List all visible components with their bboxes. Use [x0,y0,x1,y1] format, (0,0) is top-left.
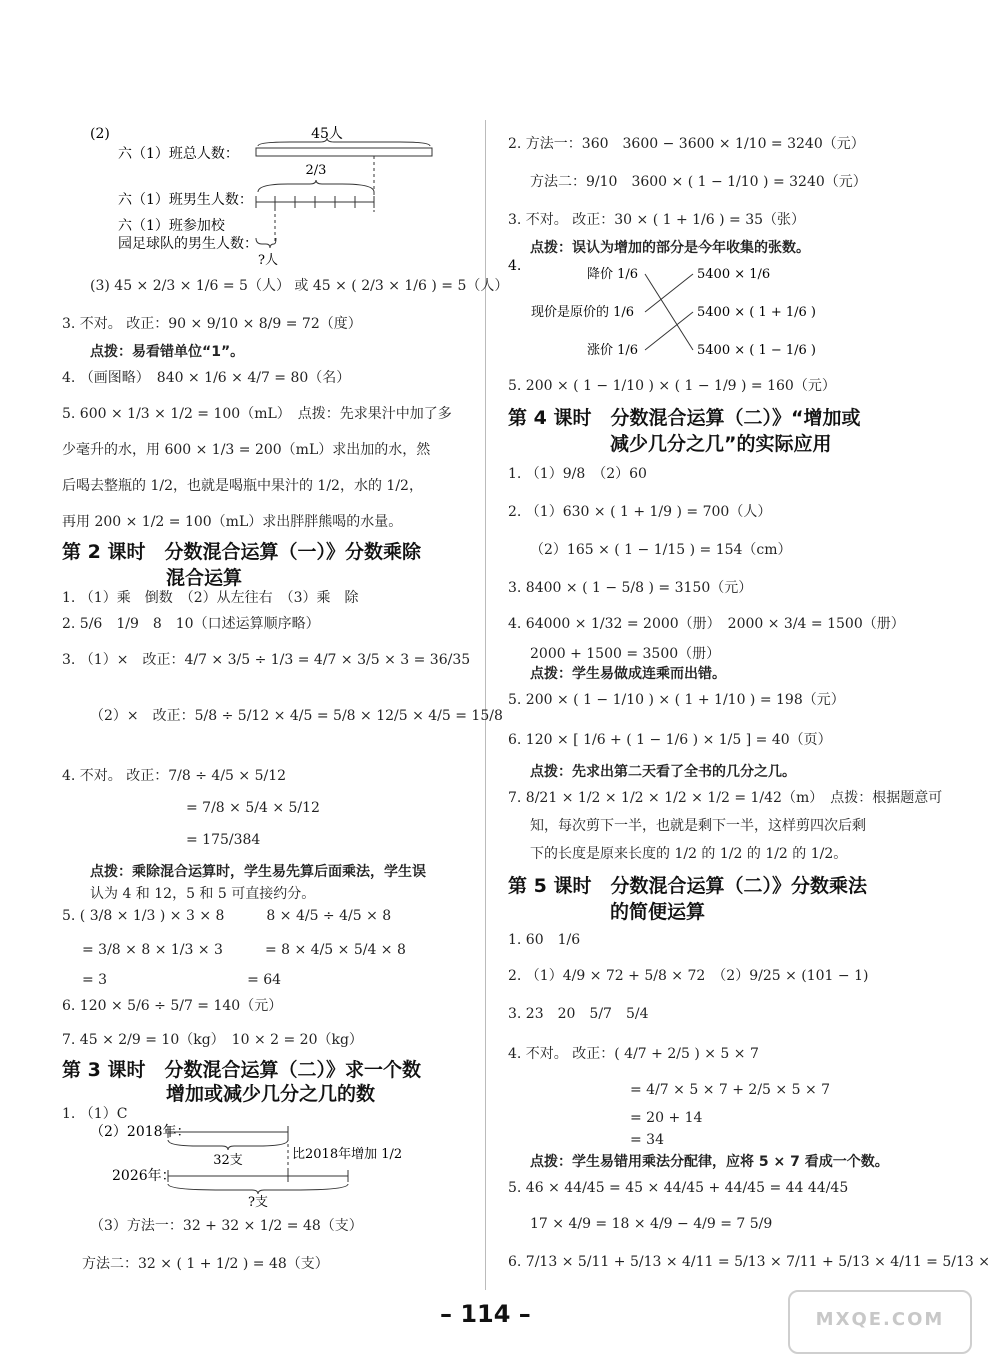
matching-diagram [505,256,816,366]
answer-line: = 34 [630,1132,664,1148]
answer-line: 5. 46 × 44/45 = 45 × 44/45 + 44/45 = 44 44/45 [508,1180,849,1196]
match-right-3: 5400 × ( 1 − 1/6 ) [697,343,816,358]
hint-line: 点拨：易看错单位“1”。 [90,344,245,360]
diagram-2026-label: 2026年： [112,1168,176,1184]
diagram-label: (2) [90,126,110,142]
answer-line: 2. （1）4/9 × 72 + 5/8 × 72 （2）9/25 × (101 − 1) [508,968,869,984]
book-count-diagram [82,1120,412,1210]
answer-line: 2000 + 1500 = 3500（册） [530,646,721,662]
answer-line: = 7/8 × 5/4 × 5/12 [186,800,320,816]
answer-line: 5. ( 3/8 × 1/3 ) × 3 × 8 8 × 4/5 ÷ 4/5 × 8 [62,908,392,924]
answer-line: 2. 方法一：360 3600 − 3600 × 1/10 = 3240（元） [508,136,865,152]
match-left-now: 现价是原价的 1/6 [531,305,635,320]
answer-line: 5. 200 × ( 1 − 1/10 ) × ( 1 − 1/9 ) = 160（元） [508,378,836,394]
match-right-2: 5400 × ( 1 + 1/6 ) [697,305,816,320]
answer-line: 6. 120 × [ 1/6 + ( 1 − 1/6 ) × 1/5 ] = 40（页） [508,732,832,748]
answer-line: 2. （1）630 × ( 1 + 1/9 ) = 700（人） [508,504,772,520]
diagram-team-label-2: 园足球队的男生人数： [118,236,258,252]
diagram-total-label: 六（1）班总人数： [118,146,239,162]
match-left-decrease: 降价 1/6 [587,267,639,282]
diagram-increase-label: 比2018年增加 1/2 [292,1147,403,1162]
page-number: – 114 – [440,1300,531,1328]
answer-line: 7. 8/21 × 1/2 × 1/2 × 1/2 × 1/2 = 1/42（m） 点拨：根据题意可 [508,790,943,806]
hint-line: 点拨：误认为增加的部分是今年收集的张数。 [530,240,810,256]
answer-line: 少毫升的水，用 600 × 1/3 = 200（mL）求出加的水，然 [62,442,431,458]
class-size-diagram [80,122,480,272]
answer-line: （3）方法一：32 + 32 × 1/2 = 48（支） [90,1218,363,1234]
answer-line: 后喝去整瓶的 1/2，也就是喝瓶中果汁的 1/2，水的 1/2， [62,478,423,494]
answer-line: 4. （画图略） 840 × 1/6 × 4/7 = 80（名） [62,370,351,386]
diagram-2018-label: （2）2018年： [90,1124,191,1140]
answer-line: 6. 120 × 5/6 ÷ 5/7 = 140（元） [62,998,283,1014]
answer-line: 5. 200 × ( 1 − 1/10 ) × ( 1 + 1/10 ) = 198（元） [508,692,845,708]
hint-line: 点拨：学生易做成连乘而出错。 [530,666,726,682]
answer-line: （2）× 改正：5/8 ÷ 5/12 × 4/5 = 5/8 × 12/5 × 4/5 = 15/8 [90,708,503,724]
answer-line: 4. 不对。 改正：7/8 ÷ 4/5 × 5/12 [62,768,287,784]
answer-line: 再用 200 × 1/2 = 100（mL）求出胖胖熊喝的水量。 [62,514,403,530]
answer-line: 1. （1）9/8 （2）60 [508,466,647,482]
hint-line: 点拨：学生易错用乘法分配律，应将 5 × 7 看成一个数。 [530,1154,889,1170]
answer-line: 下的长度是原来长度的 1/2 的 1/2 的 1/2 的 1/2。 [530,846,848,862]
answer-line: = 3/8 × 8 × 1/3 × 3 = 8 × 4/5 × 5/4 × 8 [82,942,406,958]
hint-line: 点拨：先求出第二天看了全书的几分之几。 [530,764,796,780]
answer-line: 3. （1）× 改正：4/7 × 3/5 ÷ 1/3 = 4/7 × 3/5 × 3 = 36/35 [62,652,471,668]
diagram-team-label-1: 六（1）班参加校 [118,218,225,234]
answer-line: 方法二：32 × ( 1 + 1/2 ) = 48（支） [82,1256,329,1272]
hint-line: 点拨：乘除混合运算时，学生易先算后面乘法，学生误 [90,864,426,880]
matching-number: 4. [508,258,522,274]
lesson3-title-cont: 增加或减少几分之几的数 [166,1083,376,1105]
lesson4-title: 第 4 课时 分数混合运算（二）》“增加或 [508,407,861,429]
answer-line: 17 × 4/9 = 18 × 4/9 − 4/9 = 7 5/9 [530,1216,773,1232]
match-left-increase: 涨价 1/6 [587,343,639,358]
answer-line: 5. 600 × 1/3 × 1/2 = 100（mL） 点拨：先求果汁中加了多 [62,406,452,422]
answer-line: 方法二：9/10 3600 × ( 1 − 1/10 ) = 3240（元） [530,174,867,190]
answer-line: 认为 4 和 12，5 和 5 可直接约分。 [90,886,316,902]
match-right-1: 5400 × 1/6 [697,267,771,282]
diagram-fraction: 2/3 [305,163,327,178]
answer-line: 2. 5/6 1/9 8 10（口述运算顺序略） [62,616,320,632]
lesson2-title-cont: 混合运算 [166,567,243,589]
answer-line: = 175/384 [186,832,261,848]
answer-line: 7. 45 × 2/9 = 10（kg） 10 × 2 = 20（kg） [62,1032,363,1048]
answer-line: 3. 23 20 5/7 5/4 [508,1006,649,1022]
lesson5-title: 第 5 课时 分数混合运算（二）》分数乘法 [508,875,867,897]
answer-line: = 4/7 × 5 × 7 + 2/5 × 5 × 7 [630,1082,831,1098]
watermark-logo: MXQE.COM [788,1290,972,1354]
lesson4-title-cont: 减少几分之几”的实际应用 [610,433,832,455]
answer-line: = 3 = 64 [82,972,282,988]
answer-line: (3) 45 × 2/3 × 1/6 = 5（人） 或 45 × ( 2/3 × 1/6 ) = 5（人） [90,278,509,294]
answer-line: 4. 64000 × 1/32 = 2000（册） 2000 × 3/4 = 1500（册） [508,616,905,632]
lesson3-title: 第 3 课时 分数混合运算（二）》求一个数 [62,1059,421,1081]
answer-line: 1. （1）乘 倒数 （2）从左往右 （3）乘 除 [62,590,359,606]
answer-line: 知，每次剪下一半，也就是剩下一半，这样剪四次后剩 [530,818,866,834]
answer-line: 1. （1）C [62,1106,128,1122]
answer-line: = 20 + 14 [630,1110,703,1126]
answer-line: 4. 不对。 改正：( 4/7 + 2/5 ) × 5 × 7 [508,1046,759,1062]
answer-line: 3. 不对。 改正：90 × 9/10 × 8/9 = 72（度） [62,316,362,332]
diagram-boys-label: 六（1）班男生人数： [118,192,253,208]
diagram-unknown: ?人 [258,253,278,268]
diagram-unknown-count: ?支 [248,1195,268,1210]
lesson2-title: 第 2 课时 分数混合运算（一）》分数乘除 [62,541,421,563]
diagram-total-value: 45人 [311,126,343,142]
answer-line: （2）165 × ( 1 − 1/15 ) = 154（cm） [530,542,792,558]
lesson5-title-cont: 的简便运算 [610,901,706,923]
answer-line: 6. 7/13 × 5/11 + 5/13 × 4/11 = 5/13 × 7/11 + 5/13 × 4/11 = 5/13 × [508,1254,990,1270]
answer-line: 3. 不对。 改正：30 × ( 1 + 1/6 ) = 35（张） [508,212,806,228]
answer-line: 3. 8400 × ( 1 − 5/8 ) = 3150（元） [508,580,753,596]
diagram-32-label: 32支 [213,1153,243,1168]
answer-line: 1. 60 1/6 [508,932,581,948]
